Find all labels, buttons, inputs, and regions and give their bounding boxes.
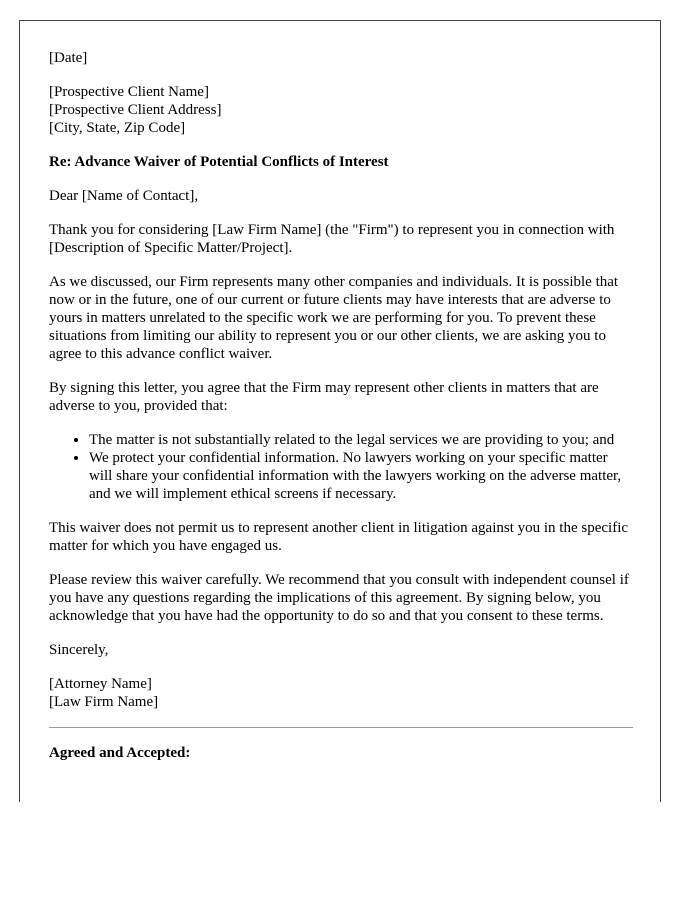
- limitation-paragraph: This waiver does not permit us to represent another client in litigation against you in the specific matter for which you have engaged us.: [49, 520, 629, 554]
- conditions-list: [49, 431, 633, 503]
- accepted-heading: Agreed and Accepted:: [49, 745, 191, 761]
- divider: [49, 727, 633, 728]
- salutation: Dear [Name of Contact],: [49, 188, 199, 204]
- closing: Sincerely,: [49, 642, 109, 658]
- discussion-paragraph: As we discussed, our Firm represents many other companies and individuals. It is possible that now or in the future, one of our current or future clients may have interests that are adverse to yours in matters unrelated to the specific work we are performing for you. To prevent these situations from limiting our ability to represent you or our other clients, we are asking you to agree to this advance conflict waiver.: [49, 274, 619, 362]
- condition-item: • The matter is not substantially related to the legal services we are providing to you; and: [89, 431, 633, 449]
- review-paragraph: Please review this waiver carefully. We recommend that you consult with independent counsel if you have any questions regarding the implications of this agreement. By signing below, you acknowledge that you have had the opportunity to do so and that you consent to these terms.: [49, 572, 629, 624]
- letter-date: [Date]: [49, 50, 88, 66]
- recipient-name: [Prospective Client Name]: [49, 84, 209, 100]
- condition-item: • We protect your confidential information. No lawyers working on your specific matter will share your confidential information with the lawyers working on the adverse matter, and we will implement ethical screens if necessary.: [89, 449, 633, 503]
- recipient-city-state-zip: [City, State, Zip Code]: [49, 120, 186, 136]
- firm-name: [Law Firm Name]: [49, 694, 159, 710]
- subject-line: Re: Advance Waiver of Potential Conflicts of Interest: [49, 154, 389, 170]
- recipient-address-block: [49, 83, 633, 137]
- recipient-address: [Prospective Client Address]: [49, 102, 222, 118]
- letter-body: [49, 49, 633, 778]
- intro-paragraph: Thank you for considering [Law Firm Name] (the "Firm") to represent you in connection with [Description of Specific Matter/Project].: [49, 222, 615, 256]
- attorney-name: [Attorney Name]: [49, 676, 152, 692]
- signature-block: [49, 675, 633, 711]
- agreement-paragraph: By signing this letter, you agree that the Firm may represent other clients in matters that are adverse to you, provided that:: [49, 380, 599, 414]
- letter-page: [19, 20, 661, 802]
